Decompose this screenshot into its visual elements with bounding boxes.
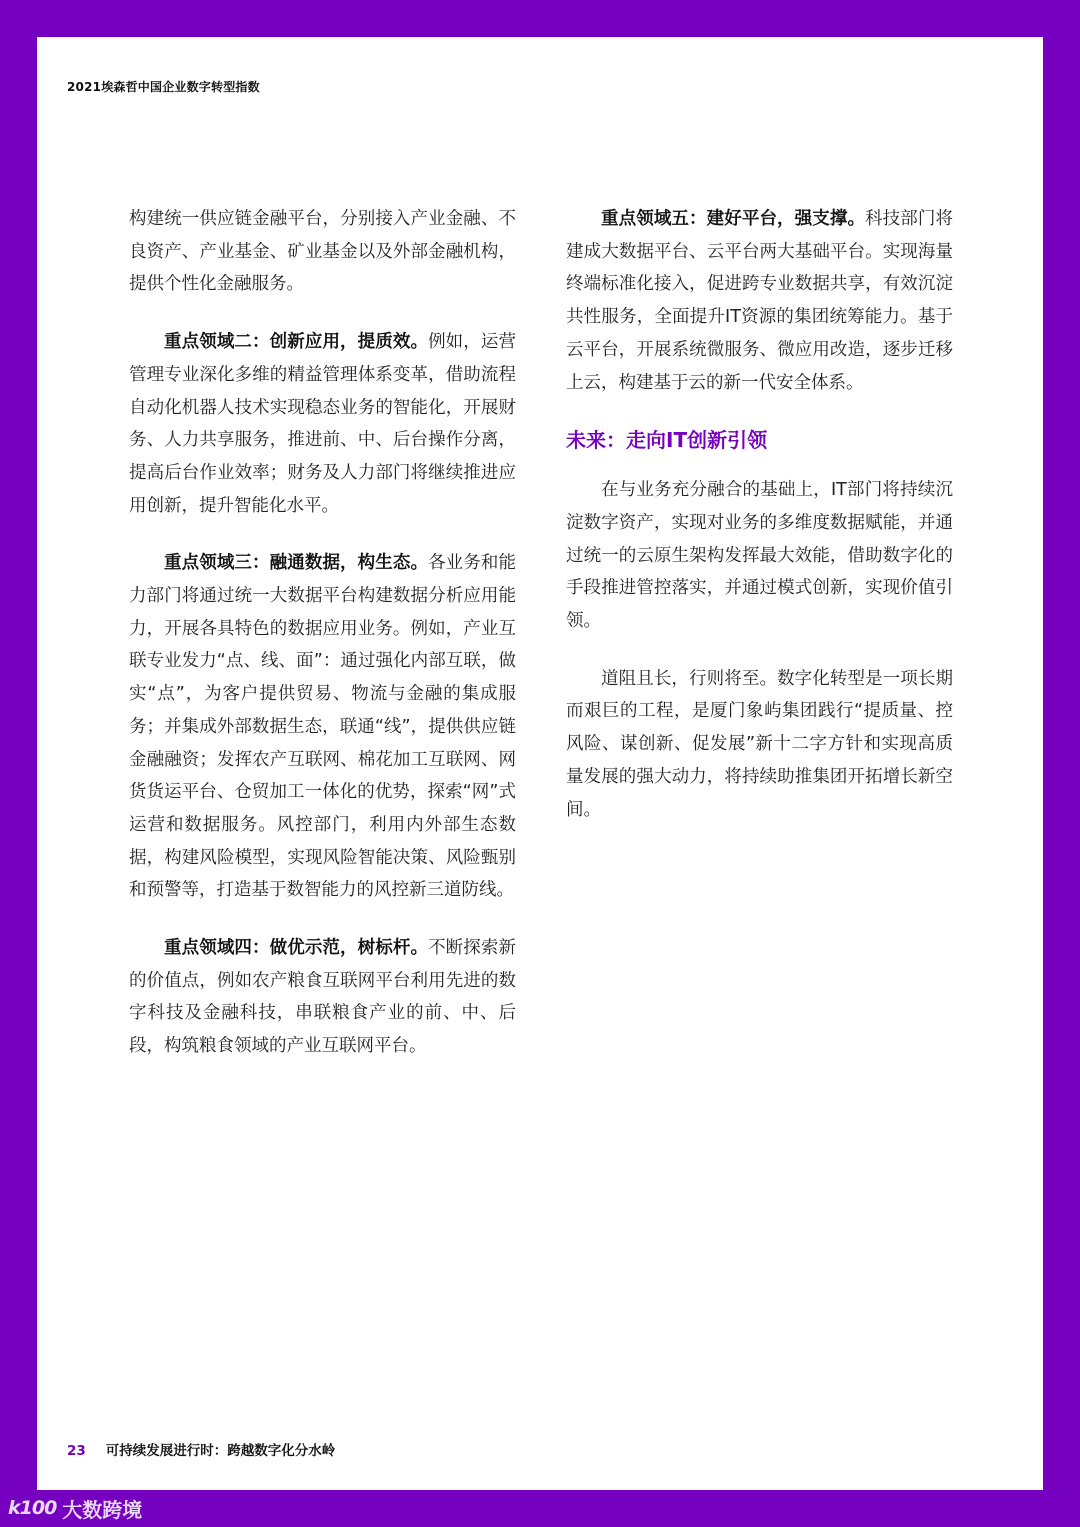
paragraph-body: 各业务和能力部门将通过统一大数据平台构建数据分析应用能力，开展各具特色的数据应用业务。例如，产业互联专业发力“点、线、面”：通过强化内部互联，做实“点”，为客户提供贸易、物流与金融的集成服务；并集成外部数据生态，联通“线”，提供供应链金融融资；发挥农产互联网、棉花加工互联网、网货货运平台、仓贸加工一体化的优势，探索“网”式运营和数据服务。风控部门，利用内外部生态数据，构建风险模型，实现风险智能决策、风险甄别和预警等，打造基于数智能力的风控新三道防线。 [129, 553, 516, 901]
left-column [129, 203, 516, 1088]
paragraph-heading: 重点领域四：做优示范，树标杆。 [164, 938, 429, 959]
paragraph [129, 326, 516, 522]
page [37, 37, 1043, 1490]
paragraph [129, 547, 516, 907]
paragraph-heading: 重点领域二：创新应用，提质效。 [164, 332, 429, 353]
paragraph: 在与业务充分融合的基础上，IT部门将持续沉淀数字资产，实现对业务的多维度数据赋能，并通过统一的云原生架构发挥最大效能，借助数字化的手段推进管控落实，并通过模式创新，实现价值引领。 [566, 480, 953, 632]
paragraph-body: 不断探索新的价值点，例如农产粮食互联网平台利用先进的数字科技及金融科技，串联粮食产业的前、中、后段，构筑粮食领域的产业互联网平台。 [129, 938, 516, 1057]
paragraph-body: 科技部门将建成大数据平台、云平台两大基础平台。实现海量终端标准化接入，促进跨专业数据共享，有效沉淀共性服务，全面提升IT资源的集团统筹能力。基于云平台，开展系统微服务、微应用改造，逐步迁移上云，构建基于云的新一代安全体系。 [566, 209, 953, 393]
watermark-logo-icon: k100 [8, 1497, 57, 1519]
report-title: 2021埃森哲中国企业数字转型指数 [67, 80, 260, 94]
page-footer [67, 1439, 335, 1459]
paragraph [566, 203, 953, 399]
section-title: 未来：走向IT创新引领 [566, 428, 768, 453]
right-column [566, 203, 953, 851]
paragraph [129, 932, 516, 1063]
paragraph-body: 例如，运营管理专业深化多维的精益管理体系变革，借助流程自动化机器人技术实现稳态业务的智能化，开展财务、人力共享服务，推进前、中、后台操作分离，提高后台作业效率；财务及人力部门将继续推进应用创新，提升智能化水平。 [129, 332, 516, 516]
paragraph: 构建统一供应链金融平台，分别接入产业金融、不良资产、产业基金、矿业基金以及外部金融机构，提供个性化金融服务。 [129, 209, 516, 295]
paragraph-heading: 重点领域三：融通数据，构生态。 [164, 553, 429, 574]
watermark [8, 1493, 142, 1523]
paragraph-heading: 重点领域五：建好平台，强支撑。 [601, 209, 866, 229]
watermark-text: 大数跨境 [62, 1497, 143, 1522]
page-number: 23 [67, 1443, 86, 1459]
paragraph: 道阻且长，行则将至。数字化转型是一项长期而艰巨的工程，是厦门象屿集团践行“提质量、控风险、谋创新、促发展”新十二字方针和实现高质量发展的强大动力，将持续助推集团开拓增长新空间。 [566, 668, 953, 820]
footer-title: 可持续发展进行时：跨越数字化分水岭 [105, 1443, 336, 1459]
